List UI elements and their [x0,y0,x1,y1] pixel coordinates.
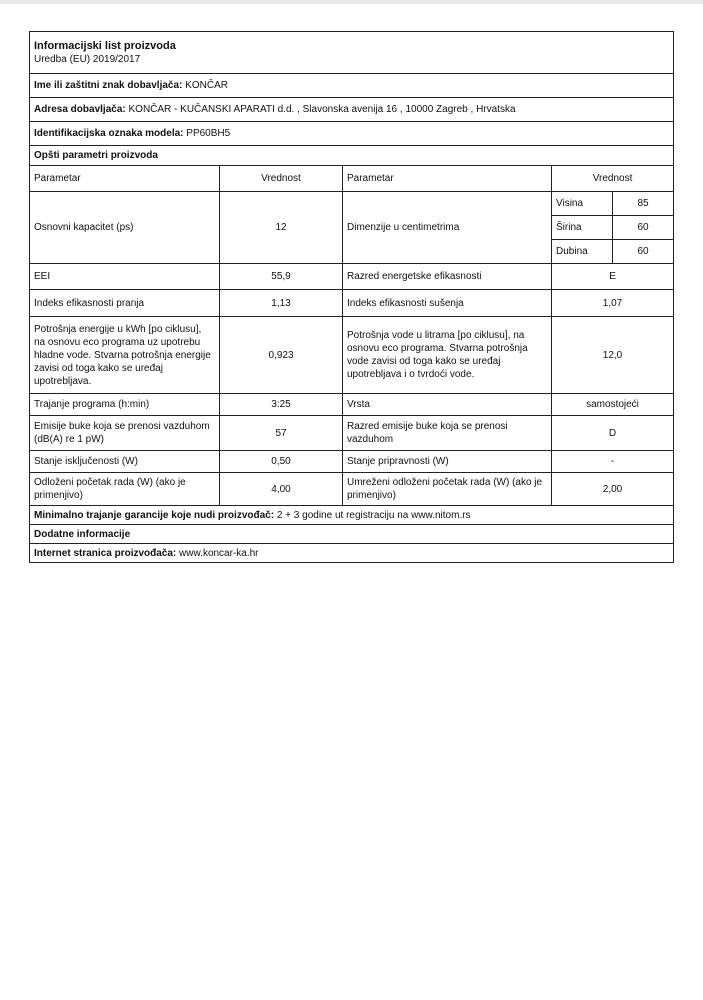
warranty-value: 2 + 3 godine ut registraciju na www.nitom.rs [276,509,471,521]
width-value: 60 [613,216,674,240]
width-label: Širina [552,216,613,240]
regulation-reference: Uredba (EU) 2019/2017 [34,53,141,65]
networked-delay-label: Umreženi odloženi početak rada (W) (ako je primenjivo) [343,473,552,506]
duration-value: 3:25 [220,394,343,416]
general-section-row [30,146,674,166]
off-mode-label: Stanje isključenosti (W) [30,451,220,473]
noise-class-value: D [552,416,674,451]
dry-index-value: 1,07 [552,290,674,317]
type-label: Vrsta [343,394,552,416]
wash-index-value: 1,13 [220,290,343,317]
website-row [30,544,674,563]
duration-row [30,394,674,416]
standby-label: Stanje pripravnosti (W) [343,451,552,473]
dimensions-row-height [30,192,674,216]
energy-class-value: E [552,264,674,290]
networked-delay-value: 2,00 [552,473,674,506]
website-value: www.koncar-ka.hr [179,547,259,559]
delay-start-row [30,473,674,506]
efficiency-index-row [30,290,674,317]
supplier-address-value: KONČAR - KUČANSKI APARATI d.d. , Slavonska avenija 16 , 10000 Zagreb , Hrvatska [128,104,516,115]
title-row [30,32,674,74]
wash-index-label: Indeks efikasnosti pranja [30,290,220,317]
column-header-param-left: Parametar [30,166,220,192]
energy-use-value: 0,923 [220,317,343,394]
supplier-name-label: Ime ili zaštitni znak dobavljača: [34,80,183,91]
depth-label: Dubina [552,240,613,264]
standby-value: - [552,451,674,473]
consumption-row [30,317,674,394]
column-header-value-left: Vrednost [220,166,343,192]
warranty-row [30,506,674,525]
delay-start-value: 4,00 [220,473,343,506]
model-value: PP60BH5 [186,128,231,139]
info-table [29,31,674,563]
height-label: Visina [552,192,613,216]
model-label: Identifikacijska oznaka modela: [34,128,184,139]
depth-value: 60 [613,240,674,264]
delay-start-label: Odloženi početak rada (W) (ako je primenjivo) [30,473,220,506]
off-mode-value: 0,50 [220,451,343,473]
supplier-address-label: Adresa dobavljača: [34,104,126,115]
additional-info-heading: Dodatne informacije [30,525,674,544]
duration-label: Trajanje programa (h:min) [30,394,220,416]
sheet-title: Informacijski list proizvoda [34,39,176,52]
general-section-heading: Opšti parametri proizvoda [30,146,674,166]
energy-use-label: Potrošnja energije u kWh [po ciklusu], na osnovu eco programa uz upotrebu hladne vode. Stvarna potrošnja energije zavisi od toga kako se uređaj upotrebljava. [30,317,220,394]
eei-label: EEI [30,264,220,290]
warranty-label: Minimalno trajanje garancije koje nudi proizvođač: [34,509,275,521]
dimensions-label: Dimenzije u centimetrima [343,192,552,264]
type-value: samostojeći [552,394,674,416]
eei-row [30,264,674,290]
supplier-name-value: KONČAR [185,80,228,91]
capacity-label: Osnovni kapacitet (ps) [30,192,220,264]
height-value: 85 [613,192,674,216]
column-header-value-right: Vrednost [552,166,674,192]
website-label: Internet stranica proizvođača: [34,547,177,559]
capacity-value: 12 [220,192,343,264]
noise-class-label: Razred emisije buke koja se prenosi vazduhom [343,416,552,451]
product-information-sheet [29,31,673,563]
model-row [30,122,674,146]
noise-value: 57 [220,416,343,451]
supplier-address-row [30,98,674,122]
water-use-label: Potrošnja vode u litrama [po ciklusu], na osnovu eco programa. Stvarna potrošnja vode zavisi od toga kako se uređaj upotrebljava i o tvrdoći vode. [343,317,552,394]
top-border [0,0,703,4]
dry-index-label: Indeks efikasnosti sušenja [343,290,552,317]
energy-class-label: Razred energetske efikasnosti [343,264,552,290]
column-header-row [30,166,674,192]
eei-value: 55,9 [220,264,343,290]
water-use-value: 12,0 [552,317,674,394]
noise-label: Emisije buke koja se prenosi vazduhom (dB(A) re 1 pW) [30,416,220,451]
column-header-param-right: Parametar [343,166,552,192]
additional-info-row [30,525,674,544]
power-state-row [30,451,674,473]
noise-row [30,416,674,451]
supplier-name-row [30,74,674,98]
